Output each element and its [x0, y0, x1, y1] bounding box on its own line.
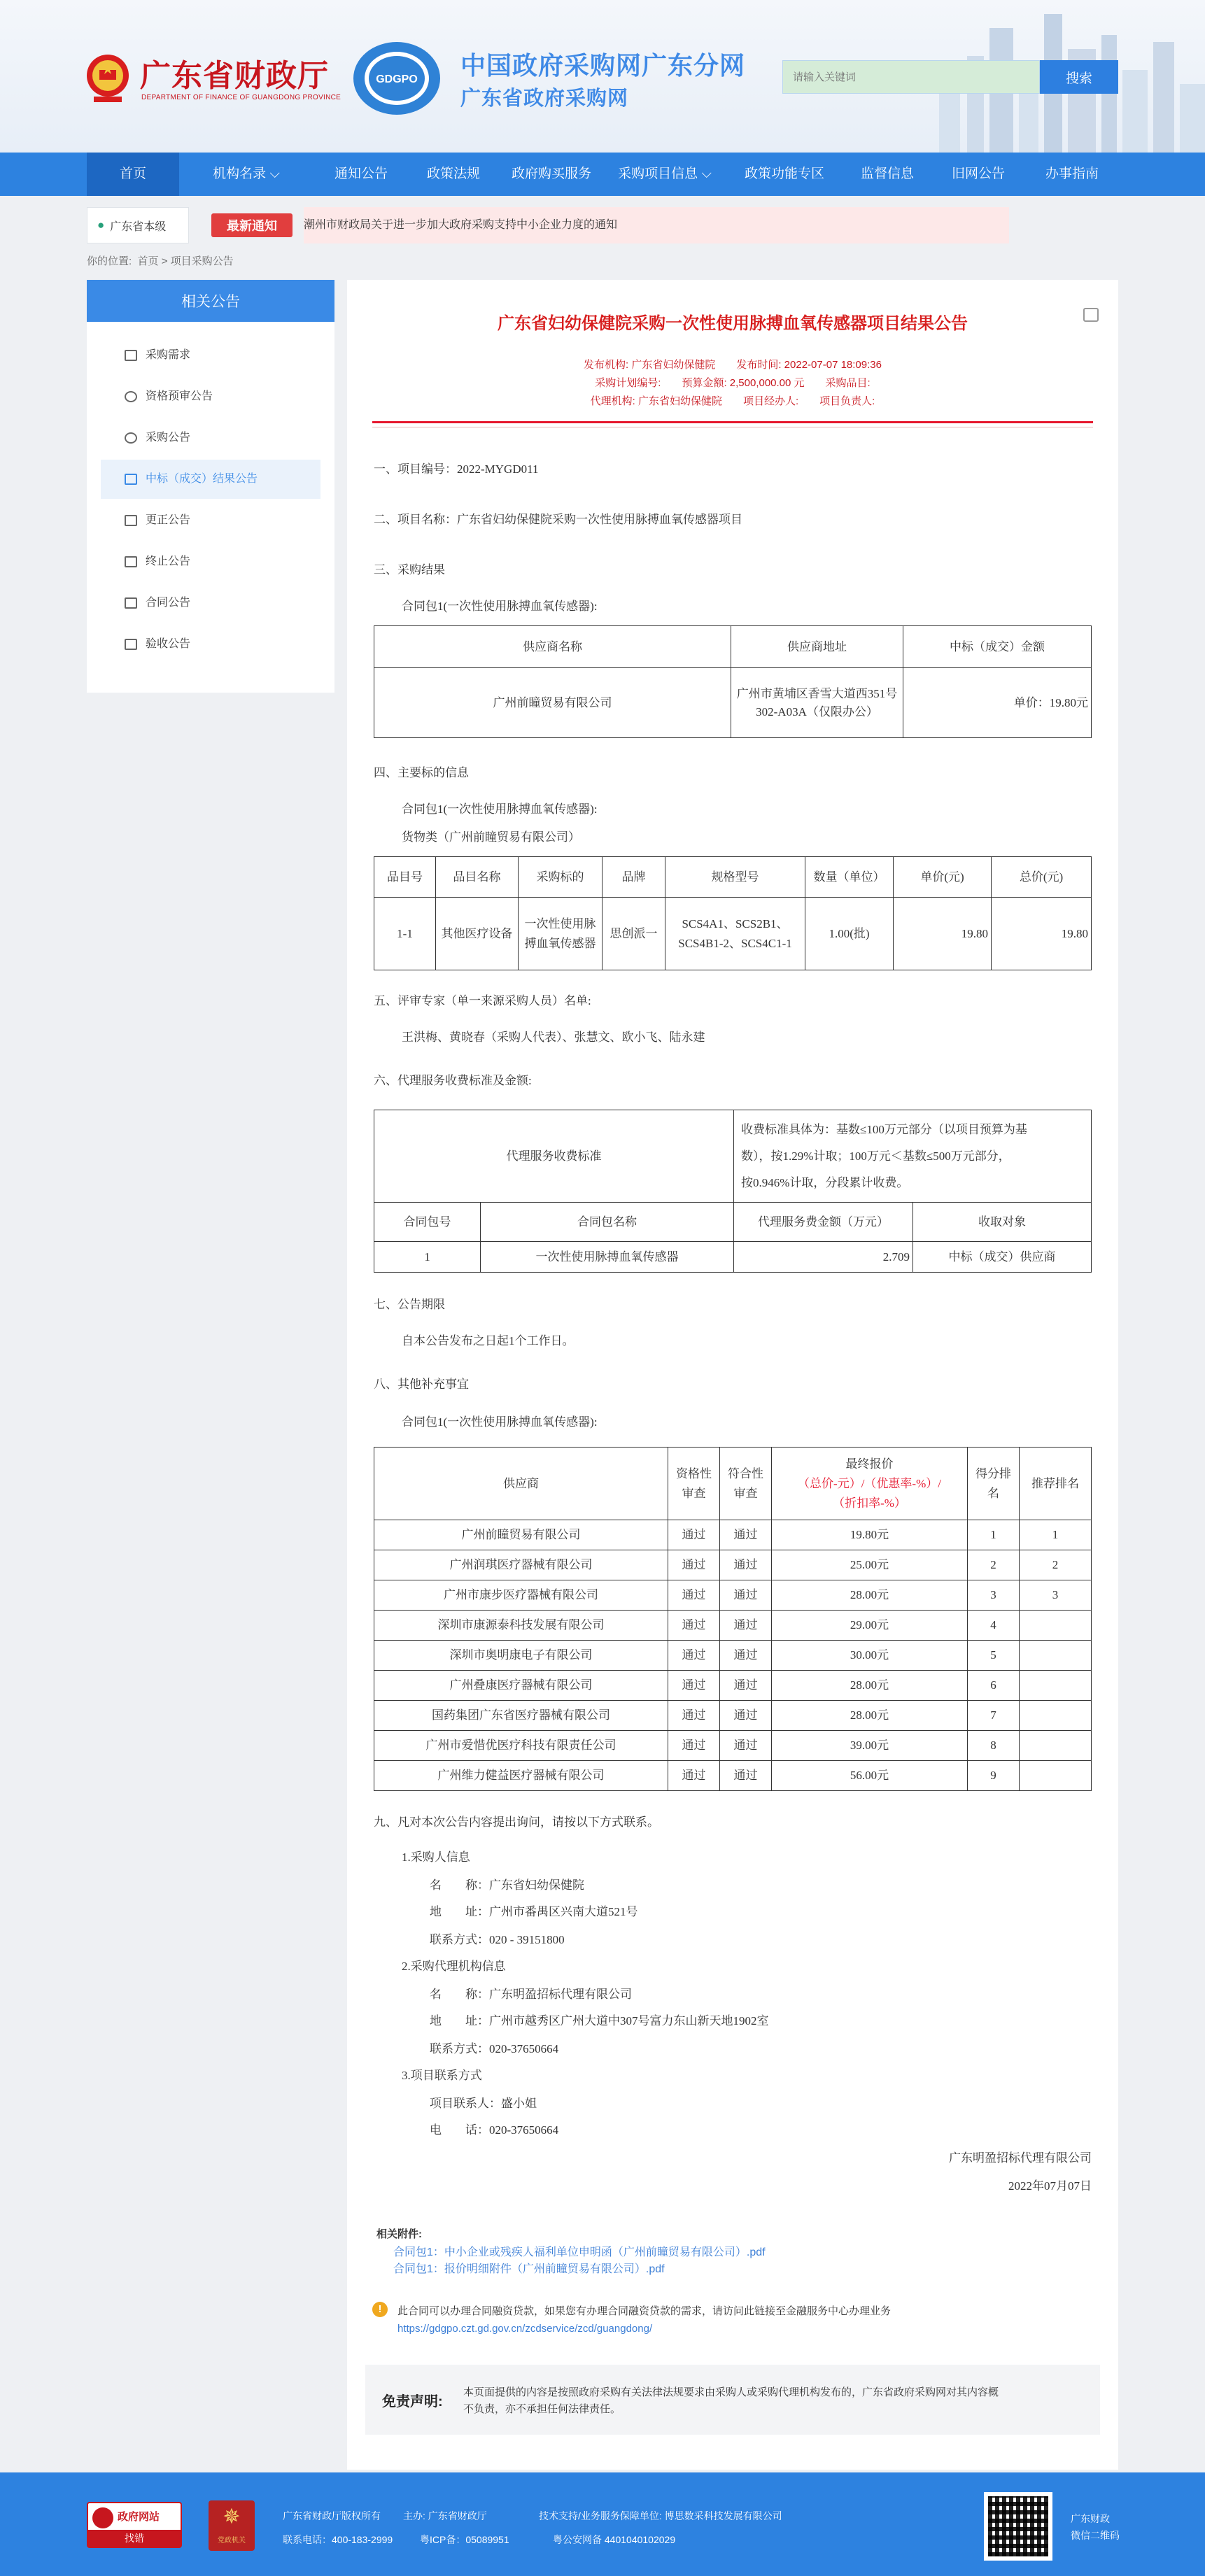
- eval-header-supplier: 供应商: [374, 1448, 668, 1520]
- fee-cell-amount: 2.709: [734, 1242, 913, 1273]
- document-icon: [125, 474, 137, 485]
- footer-phone: 联系电话：400-183-2999: [283, 2534, 393, 2545]
- wechat-qr-code: [984, 2492, 1052, 2561]
- sidebar-item-correction[interactable]: [101, 501, 320, 540]
- party-gov-badge-label: 党政机关: [218, 2537, 246, 2545]
- footer-police-record[interactable]: 粤公安网备 4401040102029: [553, 2534, 676, 2545]
- chevron-down-icon: ⌵: [269, 167, 280, 181]
- attachment-link-2[interactable]: 合同包1：报价明细附件（广州前瞳贸易有限公司）.pdf: [393, 2263, 665, 2275]
- info-icon: !: [372, 2302, 388, 2317]
- sidebar-item-prequalification[interactable]: [101, 377, 320, 416]
- chevron-down-icon: ⌵: [701, 167, 712, 181]
- eval-header-recommend-rank: 推荐排名: [1020, 1448, 1092, 1520]
- sidebar-title: 相关公告: [87, 280, 334, 322]
- eval-cell-compliance: 通过: [720, 1761, 772, 1791]
- result-header-address: 供应商地址: [731, 626, 903, 668]
- sidebar-item-requirements[interactable]: [101, 336, 320, 375]
- contact-purchaser-phone: 联系方式：020 - 39151800: [430, 1933, 565, 1946]
- finance-dept-name: 广东省财政厅: [140, 59, 329, 93]
- badge-subtitle: 找错: [88, 2530, 181, 2547]
- nav-policies[interactable]: 政策法规: [426, 167, 480, 181]
- section-6-heading: 六、代理服务收费标准及金额:: [374, 1074, 532, 1087]
- eval-cell-qualification: 通过: [668, 1520, 720, 1550]
- footer-sponsor: 主办: 广东省财政厅: [403, 2510, 487, 2521]
- section-1-project-number: 一、项目编号：2022-MYGD011: [374, 462, 539, 476]
- notice-strip: [87, 207, 1118, 243]
- meta-line-1: 发布机构: 广东省妇幼保健院 发布时间: 2022-07-07 18:09:36: [584, 359, 882, 371]
- sidebar-item-label: 更正公告: [146, 514, 191, 526]
- eval-cell-recommend-rank: [1020, 1701, 1092, 1731]
- attachment-link-1[interactable]: 合同包1：中小企业或残疾人福利单位申明函（广州前瞳贸易有限公司）.pdf: [393, 2246, 766, 2258]
- breadcrumb-home[interactable]: 首页: [137, 255, 159, 267]
- signature-org: 广东明盈招标代理有限公司: [949, 2151, 1092, 2165]
- eval-cell-price: 28.00元: [772, 1671, 968, 1701]
- eval-header-price-sub-2: （折扣率-%）: [833, 1496, 906, 1510]
- goods-header-brand: 品牌: [602, 857, 665, 898]
- latest-notice-link[interactable]: 潮州市财政局关于进一步加大政府采购支持中小企业力度的通知: [304, 207, 1009, 243]
- experts-list: 王洪梅、黄晓春（采购人代表）、张慧文、欧小飞、陆永建: [402, 1031, 705, 1044]
- contact-agency-name: 名 称：广东明盈招标代理有限公司: [430, 1988, 632, 2001]
- nav-procurement-info[interactable]: [609, 153, 721, 196]
- fee-standard-label: 代理服务收费标准: [374, 1110, 734, 1203]
- target-icon: [125, 432, 137, 444]
- nav-institutions-label: 机构名录: [213, 167, 267, 181]
- fee-standard-line-3: 按0.946%计取，分段累计收费。: [741, 1175, 909, 1189]
- nav-old-notices[interactable]: 旧网公告: [951, 167, 1005, 181]
- eval-cell-price: 28.00元: [772, 1580, 968, 1611]
- title-divider: [372, 421, 1093, 423]
- eval-row: [374, 1580, 1092, 1611]
- eval-cell-supplier: 广州润琪医疗器械有限公司: [374, 1550, 668, 1580]
- location-label: 广东省本级: [110, 220, 167, 233]
- eval-cell-compliance: 通过: [720, 1580, 772, 1611]
- refresh-icon: [125, 391, 137, 402]
- section-5-heading: 五、评审专家（单一来源采购人员）名单:: [374, 994, 591, 1007]
- contact-purchaser-heading: 1.采购人信息: [402, 1850, 470, 1864]
- goods-cell-item-name: 其他医疗设备: [436, 898, 519, 970]
- evaluation-table: [374, 1447, 1092, 1791]
- national-emblem-logo: [84, 49, 132, 105]
- goods-cell-quantity: 1.00(批): [805, 898, 894, 970]
- fee-header-payer: 收取对象: [913, 1203, 1092, 1242]
- sidebar-item-award-result[interactable]: [101, 460, 320, 499]
- sidebar-item-label: 采购需求: [146, 349, 191, 361]
- goods-cell-model: SCS4A1、SCS2B1、SCS4B1-2、SCS4C1-1: [665, 898, 805, 970]
- eval-cell-price: 19.80元: [772, 1520, 968, 1550]
- disclaimer-label: 免责声明:: [382, 2394, 443, 2409]
- eval-header-price: [772, 1448, 968, 1520]
- site-name-secondary: 广东省政府采购网: [460, 87, 629, 110]
- sidebar-item-label: 验收公告: [146, 638, 191, 650]
- fee-table: [374, 1110, 1092, 1273]
- eval-cell-price: 56.00元: [772, 1761, 968, 1791]
- finance-dept-english: DEPARTMENT OF FINANCE OF GUANGDONG PROVINCE: [141, 94, 341, 101]
- eval-cell-recommend-rank: [1020, 1731, 1092, 1761]
- eval-cell-score-rank: 6: [968, 1671, 1020, 1701]
- eval-cell-price: 39.00元: [772, 1731, 968, 1761]
- nav-home[interactable]: 首页: [87, 153, 179, 196]
- contact-agency-phone: 联系方式：020-37650664: [430, 2042, 559, 2055]
- search-button[interactable]: 搜索: [1040, 60, 1118, 94]
- sidebar-item-label: 中标（成交）结果公告: [146, 473, 258, 485]
- eval-cell-qualification: 通过: [668, 1611, 720, 1641]
- eval-row: [374, 1611, 1092, 1641]
- eval-row: [374, 1731, 1092, 1761]
- breadcrumb-current[interactable]: 项目采购公告: [170, 255, 234, 267]
- footer-tech-support: 技术支持/业务服务保障单位: 博思数采科技发展有限公司: [539, 2510, 782, 2521]
- section-2-project-name: 二、项目名称：广东省妇幼保健院采购一次性使用脉搏血氧传感器项目: [374, 513, 742, 526]
- package-1-label: 合同包1(一次性使用脉搏血氧传感器):: [402, 1415, 598, 1429]
- article-title: 广东省妇幼保健院采购一次性使用脉搏血氧传感器项目结果公告: [498, 314, 968, 333]
- eval-header-qualification: 资格性审查: [668, 1448, 720, 1520]
- goods-header-target: 采购标的: [519, 857, 602, 898]
- fee-standard-text: [734, 1110, 1092, 1203]
- package-1-label: 合同包1(一次性使用脉搏血氧传感器):: [402, 600, 598, 613]
- nav-procurement-info-label: 采购项目信息: [618, 167, 698, 181]
- document-icon: [125, 515, 137, 526]
- goods-header-total-price: 总价(元): [992, 857, 1092, 898]
- notice-period-text: 自本公告发布之日起1个工作日。: [402, 1334, 575, 1347]
- eval-cell-supplier: 广州前瞳贸易有限公司: [374, 1520, 668, 1550]
- nav-policy-zone[interactable]: 政策功能专区: [744, 167, 824, 181]
- eval-row: [374, 1701, 1092, 1731]
- eval-cell-supplier: 深圳市康源泰科技发展有限公司: [374, 1611, 668, 1641]
- goods-type-label: 货物类（广州前瞳贸易有限公司）: [402, 830, 580, 844]
- goods-cell-item-no: 1-1: [374, 898, 436, 970]
- goods-header-unit-price: 单价(元): [894, 857, 992, 898]
- goods-cell-unit-price: 19.80: [894, 898, 992, 970]
- latest-notice-badge: 最新通知: [211, 213, 293, 237]
- sidebar-item-label: 采购公告: [146, 432, 191, 444]
- gdgpo-logo-text: GDGPO: [376, 73, 418, 85]
- goods-header-item-no: 品目号: [374, 857, 436, 898]
- sidebar-item-label: 终止公告: [146, 555, 191, 567]
- eval-cell-recommend-rank: 2: [1020, 1550, 1092, 1580]
- contact-project-person: 项目联系人：盛小姐: [430, 2097, 537, 2110]
- signature-date: 2022年07月07日: [1008, 2179, 1092, 2193]
- breadcrumb: [87, 253, 234, 268]
- eval-cell-price: 28.00元: [772, 1701, 968, 1731]
- article-panel: [347, 280, 1118, 2470]
- eval-cell-compliance: 通过: [720, 1671, 772, 1701]
- nav-institutions[interactable]: [197, 153, 295, 196]
- eval-cell-score-rank: 2: [968, 1550, 1020, 1580]
- document-icon: [125, 350, 137, 361]
- eval-cell-score-rank: 4: [968, 1611, 1020, 1641]
- fee-header-package-no: 合同包号: [374, 1203, 481, 1242]
- site-name-primary: 中国政府采购网广东分网: [460, 51, 746, 80]
- eval-row: [374, 1550, 1092, 1580]
- eval-cell-score-rank: 9: [968, 1761, 1020, 1791]
- fee-header-package-name: 合同包名称: [481, 1203, 734, 1242]
- eval-cell-recommend-rank: [1020, 1641, 1092, 1671]
- eval-cell-supplier: 广州市康步医疗器械有限公司: [374, 1580, 668, 1611]
- goods-cell-brand: 思创派一: [602, 898, 665, 970]
- eval-cell-qualification: 通过: [668, 1731, 720, 1761]
- fee-cell-payer: 中标（成交）供应商: [913, 1242, 1092, 1273]
- eval-cell-score-rank: 8: [968, 1731, 1020, 1761]
- footer-icp[interactable]: 粤ICP备：05089951: [420, 2534, 509, 2545]
- package-1-label: 合同包1(一次性使用脉搏血氧传感器):: [402, 802, 598, 816]
- related-notices-sidebar: [87, 280, 334, 693]
- search-input[interactable]: [782, 60, 1040, 94]
- eval-cell-qualification: 通过: [668, 1701, 720, 1731]
- contact-project-heading: 3.项目联系方式: [402, 2069, 482, 2082]
- eval-cell-compliance: 通过: [720, 1611, 772, 1641]
- eval-cell-qualification: 通过: [668, 1761, 720, 1791]
- document-icon: [125, 639, 137, 650]
- sidebar-item-contract[interactable]: [101, 583, 320, 623]
- nav-notices[interactable]: 通知公告: [334, 167, 388, 181]
- site-footer: [0, 2472, 1205, 2576]
- eval-cell-supplier: 广州市爱惜优医疗科技有限责任公司: [374, 1731, 668, 1761]
- meta-line-2: 采购计划编号: 预算金额: 2,500,000.00 元 采购品目:: [595, 377, 871, 389]
- goods-header-quantity: 数量（单位）: [805, 857, 894, 898]
- eval-cell-qualification: 通过: [668, 1580, 720, 1611]
- gov-emblem-icon: [92, 2507, 113, 2528]
- qr-caption-line-2: 微信二维码: [1071, 2530, 1120, 2541]
- eval-cell-price: 30.00元: [772, 1641, 968, 1671]
- eval-cell-recommend-rank: [1020, 1671, 1092, 1701]
- sidebar-item-label: 合同公告: [146, 597, 191, 609]
- fee-cell-package-no: 1: [374, 1242, 481, 1273]
- eval-cell-score-rank: 1: [968, 1520, 1020, 1550]
- print-icon[interactable]: [1083, 308, 1099, 322]
- party-gov-badge[interactable]: [209, 2500, 255, 2551]
- section-9-heading: 九、凡对本次公告内容提出询问，请按以下方式联系。: [374, 1816, 659, 1829]
- document-icon: [125, 597, 137, 609]
- goods-header-model: 规格型号: [665, 857, 805, 898]
- nav-gov-services[interactable]: 政府购买服务: [511, 167, 591, 181]
- contact-purchaser-address: 地 址：广州市番禺区兴南大道521号: [430, 1905, 638, 1918]
- party-emblem-icon: ✵: [223, 2505, 241, 2528]
- eval-cell-score-rank: 7: [968, 1701, 1020, 1731]
- eval-cell-supplier: 广州维力健益医疗器械有限公司: [374, 1761, 668, 1791]
- result-amount-cell: 单价：19.80元: [903, 668, 1092, 738]
- sidebar-item-termination[interactable]: [101, 542, 320, 581]
- eval-cell-score-rank: 3: [968, 1580, 1020, 1611]
- eval-header-price-label: 最终报价: [845, 1457, 894, 1471]
- contact-agency-heading: 2.采购代理机构信息: [402, 1960, 506, 1973]
- eval-cell-compliance: 通过: [720, 1701, 772, 1731]
- eval-cell-supplier: 国药集团广东省医疗器械有限公司: [374, 1701, 668, 1731]
- disclaimer-box: [365, 2365, 1100, 2435]
- sidebar-item-procurement[interactable]: [101, 418, 320, 458]
- disclaimer-text-line-1: 本页面提供的内容是按照政府采购有关法律法规要求由采购人或采购代理机构发布的，广东省政府采购网对其内容概: [463, 2386, 999, 2398]
- eval-cell-price: 29.00元: [772, 1611, 968, 1641]
- location-selector[interactable]: [87, 207, 189, 243]
- fee-standard-line-2: 数），按1.29%计取；100万元＜基数≤500万元部分，: [741, 1149, 1010, 1163]
- main-nav: [0, 153, 1205, 196]
- eval-header-score-rank: 得分排名: [968, 1448, 1020, 1520]
- eval-row: [374, 1641, 1092, 1671]
- gov-site-error-badge[interactable]: [87, 2502, 182, 2548]
- eval-cell-recommend-rank: 3: [1020, 1580, 1092, 1611]
- location-pin-icon: ●: [97, 218, 105, 232]
- sidebar-item-label: 资格预审公告: [146, 390, 213, 402]
- section-4-heading: 四、主要标的信息: [374, 766, 469, 779]
- nav-supervision[interactable]: 监督信息: [860, 167, 914, 181]
- result-header-amount: 中标（成交）金额: [903, 626, 1092, 668]
- eval-cell-recommend-rank: [1020, 1611, 1092, 1641]
- footer-copyright: 广东省财政厅版权所有: [283, 2510, 381, 2521]
- disclaimer-text-line-2: 不负责，亦不承担任何法律责任。: [463, 2403, 621, 2415]
- site-header: [0, 0, 1205, 153]
- meta-line-3: 代理机构: 广东省妇幼保健院 项目经办人: 项目负责人:: [590, 395, 875, 407]
- goods-cell-target: 一次性使用脉搏血氧传感器: [519, 898, 602, 970]
- goods-table: [374, 856, 1092, 970]
- eval-cell-compliance: 通过: [720, 1520, 772, 1550]
- contact-project-phone: 电 话：020-37650664: [430, 2123, 559, 2137]
- eval-cell-qualification: 通过: [668, 1641, 720, 1671]
- qr-caption-line-1: 广东财政: [1071, 2513, 1110, 2524]
- section-3-heading: 三、采购结果: [374, 563, 445, 576]
- eval-cell-recommend-rank: [1020, 1761, 1092, 1791]
- document-icon: [125, 556, 137, 567]
- nav-guide[interactable]: 办事指南: [1045, 167, 1099, 181]
- breadcrumb-separator: >: [161, 255, 168, 267]
- eval-cell-supplier: 深圳市奥明康电子有限公司: [374, 1641, 668, 1671]
- goods-header-item-name: 品目名称: [436, 857, 519, 898]
- sidebar-item-acceptance[interactable]: [101, 625, 320, 664]
- finance-tip-text: 此合同可以办理合同融资贷款，如果您有办理合同融资贷款的需求，请访问此链接至金融服务中心办理业务: [397, 2305, 892, 2317]
- gdgpo-logo: [351, 41, 442, 116]
- eval-cell-compliance: 通过: [720, 1731, 772, 1761]
- eval-cell-qualification: 通过: [668, 1550, 720, 1580]
- fee-header-amount: 代理服务费金额（万元）: [734, 1203, 913, 1242]
- result-table: [374, 625, 1092, 738]
- section-7-heading: 七、公告期限: [374, 1298, 445, 1311]
- eval-cell-recommend-rank: 1: [1020, 1520, 1092, 1550]
- eval-cell-compliance: 通过: [720, 1641, 772, 1671]
- eval-cell-qualification: 通过: [668, 1671, 720, 1701]
- fee-cell-package-name: 一次性使用脉搏血氧传感器: [481, 1242, 734, 1273]
- eval-cell-compliance: 通过: [720, 1550, 772, 1580]
- result-header-supplier: 供应商名称: [374, 626, 731, 668]
- result-address-cell: 广州市黄埔区香雪大道西351号302-A03A（仅限办公）: [731, 668, 903, 738]
- eval-cell-supplier: 广州叠康医疗器械有限公司: [374, 1671, 668, 1701]
- finance-service-link[interactable]: https://gdgpo.czt.gd.gov.cn/zcdservice/zcd/guangdong/: [397, 2323, 653, 2335]
- eval-row: [374, 1520, 1092, 1550]
- attachments-label: 相关附件:: [376, 2228, 422, 2240]
- eval-row: [374, 1761, 1092, 1791]
- qr-code-pattern: [988, 2496, 1048, 2556]
- eval-header-price-sub-1: （总价-元）/（优惠率-%）/: [798, 1476, 941, 1490]
- breadcrumb-label: 你的位置:: [87, 255, 132, 267]
- result-supplier-cell: 广州前瞳贸易有限公司: [374, 668, 731, 738]
- section-8-heading: 八、其他补充事宜: [374, 1378, 469, 1391]
- eval-cell-price: 25.00元: [772, 1550, 968, 1580]
- eval-cell-score-rank: 5: [968, 1641, 1020, 1671]
- fee-standard-line-1: 收费标准具体为：基数≤100万元部分（以项目预算为基: [741, 1122, 1027, 1136]
- goods-cell-total-price: 19.80: [992, 898, 1092, 970]
- contact-purchaser-name: 名 称：广东省妇幼保健院: [430, 1878, 584, 1892]
- eval-header-compliance: 符合性审查: [720, 1448, 772, 1520]
- contact-agency-address: 地 址：广州市越秀区广州大道中307号富力东山新天地1902室: [430, 2014, 769, 2027]
- eval-row: [374, 1671, 1092, 1701]
- badge-title: 政府网站: [118, 2511, 160, 2523]
